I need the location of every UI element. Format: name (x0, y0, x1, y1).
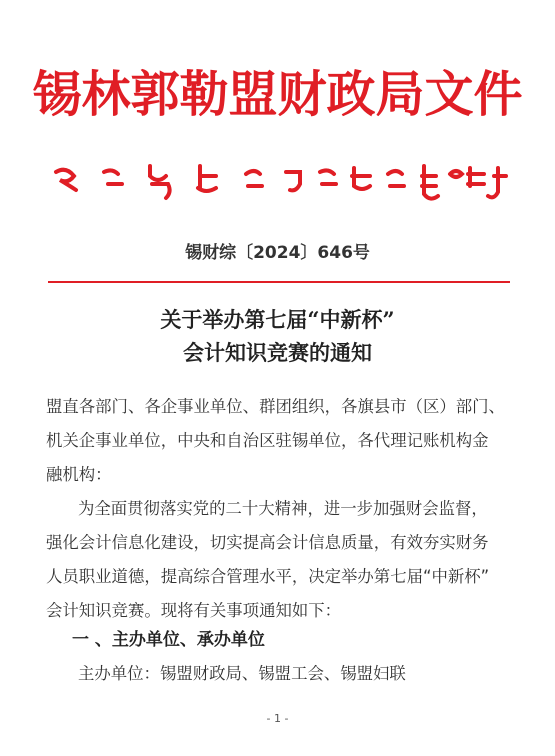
host-units-line: 主办单位：锡盟财政局、锡盟工会、锡盟妇联 (78, 664, 406, 683)
red-divider (48, 281, 510, 283)
addressee-line-3: 融机构： (46, 465, 112, 484)
document-header-title: 锡林郭勒盟财政局文件 (32, 65, 523, 123)
addressee-line-2: 机关企事业单位，中央和自治区驻锡单位，各代理记账机构金 (46, 431, 489, 450)
addressee-line-1: 盟直各部门、各企事业单位、群团组织，各旗县市（区）部门、 (46, 397, 505, 416)
document-title-line-2: 会计知识竞赛的通知 (183, 340, 372, 365)
document-number: 锡财综〔2024〕646号 (185, 243, 370, 263)
paragraph-1-line-1: 为全面贯彻落实党的二十大精神，进一步加强财会监督， (78, 499, 488, 518)
section-heading-1: 一 、主办单位、承办单位 (72, 630, 265, 650)
page-number: - 1 - (266, 712, 289, 725)
mongolian-script-icon (48, 160, 508, 210)
paragraph-1-line-2: 强化会计信息化建设，切实提高会计信息质量，有效夯实财务 (46, 533, 489, 552)
paragraph-1-line-3: 人员职业道德，提高综合管理水平，决定举办第七届“中新杯” (46, 567, 490, 586)
document-title-line-1: 关于举办第七届“中新杯” (160, 307, 395, 332)
paragraph-1-line-4: 会计知识竞赛。现将有关事项通知如下： (46, 601, 342, 620)
